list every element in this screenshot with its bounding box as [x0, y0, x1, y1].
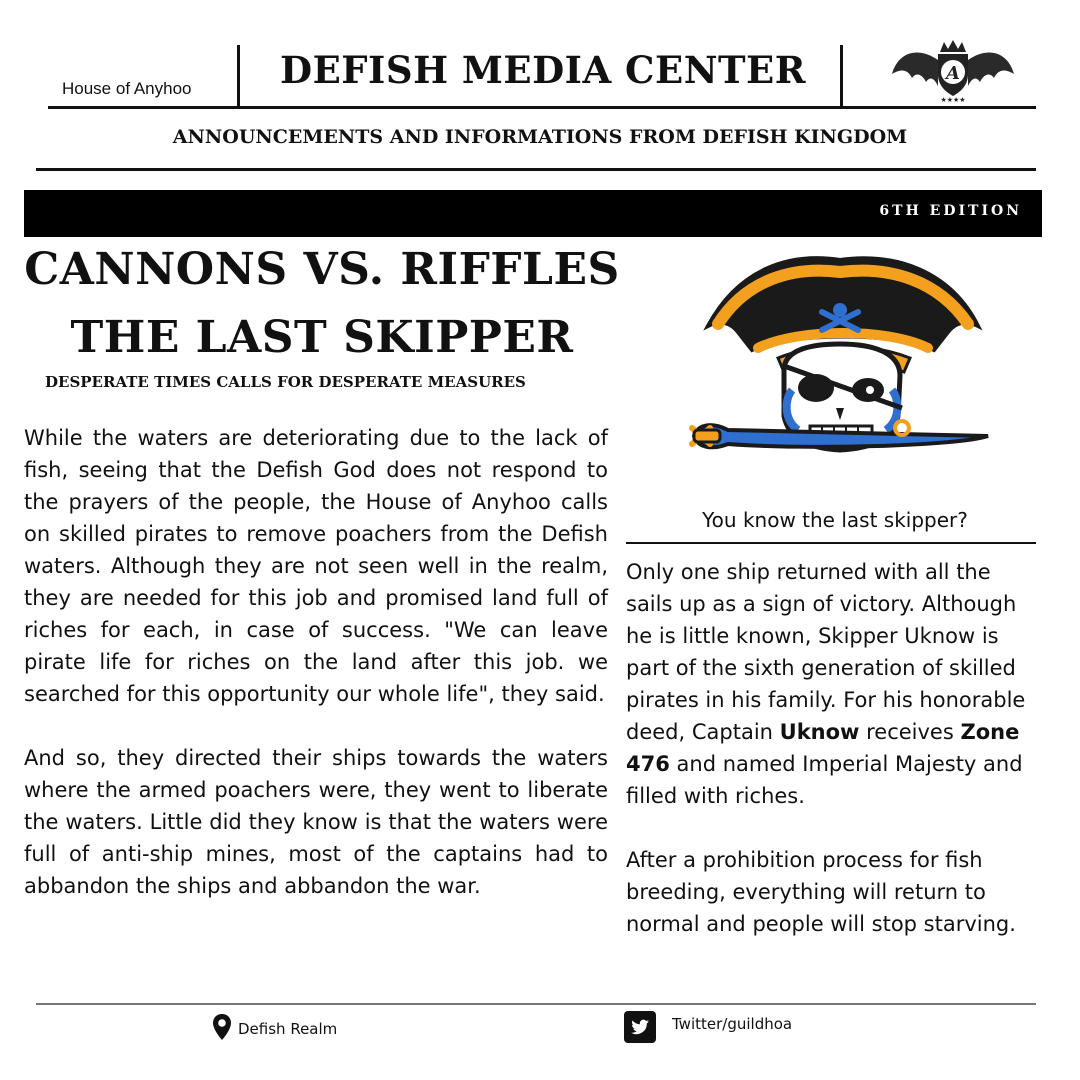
image-caption: You know the last skipper? — [702, 508, 968, 532]
deck: DESPERATE TIMES CALLS FOR DESPERATE MEASURES — [45, 373, 526, 391]
kingdom-logo — [888, 38, 1018, 104]
left-column — [24, 422, 608, 902]
logo-letter: A — [946, 63, 960, 84]
caption-rule — [626, 542, 1036, 544]
subheadline: ANNOUNCEMENTS AND INFORMATIONS FROM DEFISH KINGDOM — [172, 126, 908, 148]
pirate-skull-illustration — [688, 240, 998, 480]
masthead-title: DEFISH MEDIA CENTER — [279, 48, 807, 92]
zone-name: Zone 476 — [626, 720, 1020, 776]
header-divider-right — [840, 45, 843, 107]
right-column — [626, 556, 1042, 940]
left-paragraph-1: While the waters are deteriorating due to the lack of fish, seeing that the Defish God does not respond to the prayers of the people, the House of Anyhoo calls on skilled pirates to remove poachers from the Defish waters. Although they are not seen well in the realm, they are needed for this job and promised land full of riches for each, in case of success. "We can leave pirate life for riches on the land after this job. we searched for this opportunity our whole life", they said. — [24, 426, 608, 706]
right-paragraph-1 — [626, 556, 1042, 812]
left-paragraph-2: And so, they directed their ships towards the waters where the armed poachers were, they went to liberate the waters. Little did they know is that the waters were full of anti-ship mines, most of the captains had to abbandon the ships and abbandon the war. — [24, 746, 608, 898]
header-rule-bottom — [36, 168, 1036, 171]
location-pin-icon — [212, 1013, 232, 1041]
right-paragraph-1-text-c: and named Imperial Majesty and filled with riches. — [626, 752, 1023, 808]
captain-name: Uknow — [779, 720, 860, 744]
footer-location: Defish Realm — [238, 1020, 338, 1038]
right-paragraph-1-text-a: Only one ship returned with all the sails up as a sign of victory. Although he is little known, Skipper Uknow is part of the sixth generation of skilled pirates in his family. For his honorable deed, Captain — [626, 560, 1026, 744]
footer-social-handle[interactable]: Twitter/guildhoa — [672, 1015, 793, 1033]
right-paragraph-2: After a prohibition process for fish breeding, everything will return to normal and people will stop starving. — [626, 848, 1016, 936]
headline-line-2: THE LAST SKIPPER — [70, 312, 574, 363]
headline-line-1: CANNONS VS. RIFFLES — [24, 244, 620, 295]
header-divider-left — [237, 45, 240, 107]
house-label: House of Anyhoo — [62, 79, 192, 98]
right-paragraph-1-text-b: receives — [859, 720, 961, 744]
twitter-icon[interactable] — [624, 1011, 656, 1043]
edition-band — [24, 190, 1042, 237]
footer-rule — [36, 1003, 1036, 1005]
edition-label: 6TH EDITION — [879, 203, 1022, 219]
header-rule-top — [48, 106, 1036, 109]
svg-text:★★★★: ★★★★ — [940, 96, 966, 104]
